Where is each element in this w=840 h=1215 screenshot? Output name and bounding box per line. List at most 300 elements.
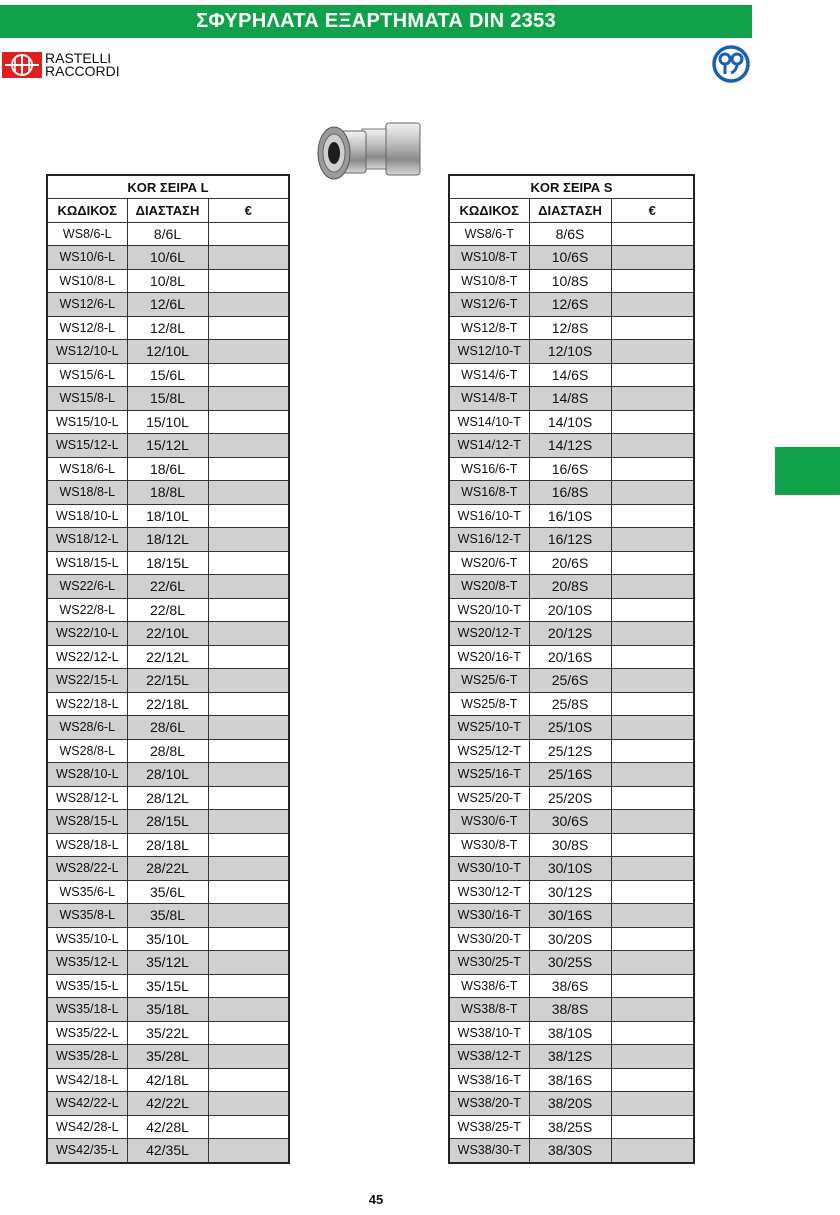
product-code-cell: WS38/30-T <box>449 1139 529 1163</box>
table-row <box>449 1021 694 1045</box>
dimension-cell: 35/8L <box>127 904 208 928</box>
price-cell <box>611 1021 694 1045</box>
dimension-cell: 38/16S <box>529 1068 611 1092</box>
product-code-cell: WS12/6-T <box>449 293 529 317</box>
table-row <box>449 1139 694 1163</box>
table-row <box>47 246 289 270</box>
table-row <box>47 739 289 763</box>
table-row <box>47 481 289 505</box>
product-code-cell: WS8/6-L <box>47 222 127 246</box>
price-cell <box>208 645 289 669</box>
product-code-cell: WS18/10-L <box>47 504 127 528</box>
table-row <box>449 1045 694 1069</box>
product-code-cell: WS25/20-T <box>449 786 529 810</box>
product-code-cell: WS16/6-T <box>449 457 529 481</box>
product-code-cell: WS42/35-L <box>47 1139 127 1163</box>
section-tab-marker <box>775 447 840 495</box>
dimension-cell: 25/16S <box>529 763 611 787</box>
dimension-cell: 25/12S <box>529 739 611 763</box>
product-code-cell: WS22/12-L <box>47 645 127 669</box>
product-code-cell: WS42/28-L <box>47 1115 127 1139</box>
dimension-cell: 10/6S <box>529 246 611 270</box>
price-cell <box>208 246 289 270</box>
price-cell <box>208 575 289 599</box>
dimension-cell: 25/20S <box>529 786 611 810</box>
price-cell <box>208 222 289 246</box>
dimension-cell: 42/18L <box>127 1068 208 1092</box>
table-row <box>47 504 289 528</box>
table-row <box>47 998 289 1022</box>
price-cell <box>208 457 289 481</box>
product-code-cell: WS28/8-L <box>47 739 127 763</box>
price-cell <box>208 974 289 998</box>
table-row <box>47 1092 289 1116</box>
product-code-cell: WS14/10-T <box>449 410 529 434</box>
price-cell <box>208 293 289 317</box>
product-code-cell: WS16/8-T <box>449 481 529 505</box>
dimension-cell: 35/15L <box>127 974 208 998</box>
dimension-cell: 16/8S <box>529 481 611 505</box>
price-cell <box>208 1092 289 1116</box>
product-code-cell: WS12/8-T <box>449 316 529 340</box>
dimension-cell: 35/10L <box>127 927 208 951</box>
table-row <box>449 410 694 434</box>
price-cell <box>208 1115 289 1139</box>
product-code-cell: WS25/16-T <box>449 763 529 787</box>
table-row <box>449 833 694 857</box>
dimension-cell: 30/6S <box>529 810 611 834</box>
dimension-cell: 12/10L <box>127 340 208 364</box>
price-cell <box>611 575 694 599</box>
product-code-cell: WS30/10-T <box>449 857 529 881</box>
table-row <box>47 716 289 740</box>
dimension-cell: 18/10L <box>127 504 208 528</box>
dimension-cell: 15/12L <box>127 434 208 458</box>
price-cell <box>611 1045 694 1069</box>
table-row <box>47 387 289 411</box>
price-cell <box>208 1045 289 1069</box>
page-number: 45 <box>368 1192 384 1207</box>
table-row <box>449 551 694 575</box>
price-cell <box>611 504 694 528</box>
table-row <box>449 951 694 975</box>
table-row <box>47 927 289 951</box>
product-code-cell: WS10/6-L <box>47 246 127 270</box>
price-cell <box>611 246 694 270</box>
dimension-cell: 38/12S <box>529 1045 611 1069</box>
table-row <box>449 904 694 928</box>
product-code-cell: WS25/8-T <box>449 692 529 716</box>
table-row <box>47 528 289 552</box>
product-code-cell: WS22/18-L <box>47 692 127 716</box>
table-row <box>47 857 289 881</box>
price-table-l <box>46 174 290 1164</box>
table-row <box>449 880 694 904</box>
dimension-cell: 14/6S <box>529 363 611 387</box>
column-header-code: ΚΩΔΙΚΟΣ <box>449 199 529 223</box>
price-cell <box>208 716 289 740</box>
dimension-cell: 28/15L <box>127 810 208 834</box>
product-code-cell: WS28/22-L <box>47 857 127 881</box>
dimension-cell: 30/12S <box>529 880 611 904</box>
rastelli-circle-logo-icon <box>711 44 751 89</box>
price-cell <box>208 927 289 951</box>
product-code-cell: WS30/8-T <box>449 833 529 857</box>
product-code-cell: WS38/16-T <box>449 1068 529 1092</box>
price-cell <box>611 410 694 434</box>
dimension-cell: 22/18L <box>127 692 208 716</box>
price-cell <box>611 340 694 364</box>
product-code-cell: WS20/6-T <box>449 551 529 575</box>
product-code-cell: WS10/8-L <box>47 269 127 293</box>
dimension-cell: 38/25S <box>529 1115 611 1139</box>
dimension-cell: 15/10L <box>127 410 208 434</box>
table-row <box>47 951 289 975</box>
price-cell <box>208 810 289 834</box>
dimension-cell: 18/6L <box>127 457 208 481</box>
product-code-cell: WS22/6-L <box>47 575 127 599</box>
dimension-cell: 10/8L <box>127 269 208 293</box>
dimension-cell: 20/6S <box>529 551 611 575</box>
dimension-cell: 25/10S <box>529 716 611 740</box>
page-title: ΣΦΥΡΗΛΑΤΑ ΕΞΑΡΤΗΜΑΤΑ DIN 2353 <box>0 5 752 38</box>
product-code-cell: WS12/10-L <box>47 340 127 364</box>
table-row <box>449 598 694 622</box>
table-row <box>47 763 289 787</box>
dimension-cell: 42/28L <box>127 1115 208 1139</box>
price-cell <box>611 1139 694 1163</box>
price-cell <box>611 457 694 481</box>
table-row <box>47 340 289 364</box>
price-cell <box>208 481 289 505</box>
dimension-cell: 15/8L <box>127 387 208 411</box>
dimension-cell: 18/15L <box>127 551 208 575</box>
product-code-cell: WS22/10-L <box>47 622 127 646</box>
table-row <box>449 692 694 716</box>
product-code-cell: WS15/6-L <box>47 363 127 387</box>
price-cell <box>611 1092 694 1116</box>
product-code-cell: WS20/16-T <box>449 645 529 669</box>
table-title-l: KOR ΣΕΙΡΑ L <box>47 175 289 199</box>
table-row <box>47 316 289 340</box>
table-row <box>449 1068 694 1092</box>
table-row <box>47 1139 289 1163</box>
product-code-cell: WS35/8-L <box>47 904 127 928</box>
table-row <box>47 575 289 599</box>
price-cell <box>208 1068 289 1092</box>
dimension-cell: 22/10L <box>127 622 208 646</box>
dimension-cell: 28/12L <box>127 786 208 810</box>
dimension-cell: 20/8S <box>529 575 611 599</box>
table-row <box>47 363 289 387</box>
price-cell <box>611 998 694 1022</box>
dimension-cell: 28/8L <box>127 739 208 763</box>
price-cell <box>611 716 694 740</box>
product-code-cell: WS10/8-T <box>449 246 529 270</box>
dimension-cell: 30/16S <box>529 904 611 928</box>
table-row <box>449 763 694 787</box>
product-code-cell: WS30/12-T <box>449 880 529 904</box>
product-code-cell: WS28/6-L <box>47 716 127 740</box>
dimension-cell: 22/8L <box>127 598 208 622</box>
reducing-fitting-photo-icon <box>316 117 422 194</box>
dimension-cell: 35/12L <box>127 951 208 975</box>
price-cell <box>611 669 694 693</box>
price-cell <box>208 739 289 763</box>
price-cell <box>208 551 289 575</box>
product-code-cell: WS25/10-T <box>449 716 529 740</box>
price-cell <box>208 340 289 364</box>
product-code-cell: WS38/20-T <box>449 1092 529 1116</box>
table-row <box>47 434 289 458</box>
price-cell <box>611 645 694 669</box>
product-code-cell: WS18/12-L <box>47 528 127 552</box>
table-row <box>47 692 289 716</box>
column-header-dimension: ΔΙΑΣΤΑΣΗ <box>127 199 208 223</box>
table-row <box>47 598 289 622</box>
dimension-cell: 8/6L <box>127 222 208 246</box>
dimension-cell: 42/35L <box>127 1139 208 1163</box>
price-cell <box>611 528 694 552</box>
dimension-cell: 14/10S <box>529 410 611 434</box>
table-row <box>47 622 289 646</box>
price-cell <box>208 998 289 1022</box>
table-row <box>47 457 289 481</box>
price-cell <box>611 1068 694 1092</box>
table-row <box>449 739 694 763</box>
product-code-cell: WS20/8-T <box>449 575 529 599</box>
price-table-s <box>448 174 695 1164</box>
table-row <box>47 645 289 669</box>
dimension-cell: 35/22L <box>127 1021 208 1045</box>
product-code-cell: WS14/6-T <box>449 363 529 387</box>
dimension-cell: 16/12S <box>529 528 611 552</box>
price-cell <box>208 951 289 975</box>
dimension-cell: 30/8S <box>529 833 611 857</box>
dimension-cell: 38/20S <box>529 1092 611 1116</box>
product-code-cell: WS35/28-L <box>47 1045 127 1069</box>
table-row <box>47 222 289 246</box>
dimension-cell: 38/8S <box>529 998 611 1022</box>
price-cell <box>208 1139 289 1163</box>
table-row <box>47 1068 289 1092</box>
price-cell <box>208 880 289 904</box>
dimension-cell: 38/10S <box>529 1021 611 1045</box>
price-cell <box>208 410 289 434</box>
rastelli-raccordi-logo-icon <box>2 52 42 78</box>
dimension-cell: 28/18L <box>127 833 208 857</box>
dimension-cell: 14/12S <box>529 434 611 458</box>
dimension-cell: 20/16S <box>529 645 611 669</box>
table-row <box>47 974 289 998</box>
product-code-cell: WS28/12-L <box>47 786 127 810</box>
price-cell <box>208 316 289 340</box>
product-code-cell: WS12/10-T <box>449 340 529 364</box>
table-row <box>449 293 694 317</box>
table-row <box>449 340 694 364</box>
price-cell <box>208 363 289 387</box>
product-code-cell: WS12/6-L <box>47 293 127 317</box>
price-cell <box>208 904 289 928</box>
price-cell <box>208 622 289 646</box>
price-cell <box>208 833 289 857</box>
product-code-cell: WS22/15-L <box>47 669 127 693</box>
price-cell <box>611 481 694 505</box>
dimension-cell: 22/6L <box>127 575 208 599</box>
table-row <box>47 904 289 928</box>
product-code-cell: WS18/15-L <box>47 551 127 575</box>
table-row <box>47 1045 289 1069</box>
price-cell <box>611 974 694 998</box>
price-cell <box>611 434 694 458</box>
product-code-cell: WS30/25-T <box>449 951 529 975</box>
table-row <box>47 1021 289 1045</box>
table-row <box>449 269 694 293</box>
table-row <box>47 269 289 293</box>
product-code-cell: WS8/6-T <box>449 222 529 246</box>
product-code-cell: WS18/8-L <box>47 481 127 505</box>
price-cell <box>611 269 694 293</box>
product-code-cell: WS25/12-T <box>449 739 529 763</box>
product-code-cell: WS30/20-T <box>449 927 529 951</box>
table-row <box>449 246 694 270</box>
table-row <box>449 716 694 740</box>
column-header-code: ΚΩΔΙΚΟΣ <box>47 199 127 223</box>
price-cell <box>208 857 289 881</box>
dimension-cell: 38/30S <box>529 1139 611 1163</box>
price-cell <box>208 763 289 787</box>
product-code-cell: WS18/6-L <box>47 457 127 481</box>
dimension-cell: 12/6S <box>529 293 611 317</box>
table-row <box>449 1115 694 1139</box>
table-row <box>449 222 694 246</box>
price-cell <box>208 598 289 622</box>
product-code-cell: WS20/12-T <box>449 622 529 646</box>
table-title-s: KOR ΣΕΙΡΑ S <box>449 175 694 199</box>
product-code-cell: WS38/25-T <box>449 1115 529 1139</box>
column-header-price: € <box>208 199 289 223</box>
price-cell <box>611 598 694 622</box>
table-row <box>449 363 694 387</box>
product-code-cell: WS35/6-L <box>47 880 127 904</box>
dimension-cell: 22/15L <box>127 669 208 693</box>
price-cell <box>208 1021 289 1045</box>
dimension-cell: 42/22L <box>127 1092 208 1116</box>
product-code-cell: WS15/8-L <box>47 387 127 411</box>
dimension-cell: 18/12L <box>127 528 208 552</box>
price-cell <box>611 833 694 857</box>
dimension-cell: 30/10S <box>529 857 611 881</box>
price-cell <box>611 1115 694 1139</box>
price-cell <box>611 551 694 575</box>
product-code-cell: WS16/12-T <box>449 528 529 552</box>
dimension-cell: 16/10S <box>529 504 611 528</box>
table-row <box>449 434 694 458</box>
column-header-price: € <box>611 199 694 223</box>
price-cell <box>611 951 694 975</box>
price-cell <box>208 528 289 552</box>
product-code-cell: WS38/12-T <box>449 1045 529 1069</box>
price-cell <box>208 692 289 716</box>
product-code-cell: WS42/22-L <box>47 1092 127 1116</box>
product-code-cell: WS28/10-L <box>47 763 127 787</box>
product-code-cell: WS42/18-L <box>47 1068 127 1092</box>
table-row <box>47 880 289 904</box>
product-code-cell: WS30/6-T <box>449 810 529 834</box>
price-cell <box>611 293 694 317</box>
dimension-cell: 22/12L <box>127 645 208 669</box>
price-cell <box>611 763 694 787</box>
dimension-cell: 12/6L <box>127 293 208 317</box>
dimension-cell: 12/8L <box>127 316 208 340</box>
table-row <box>449 575 694 599</box>
product-code-cell: WS38/10-T <box>449 1021 529 1045</box>
dimension-cell: 20/10S <box>529 598 611 622</box>
price-cell <box>611 927 694 951</box>
table-row <box>449 504 694 528</box>
price-cell <box>611 387 694 411</box>
dimension-cell: 18/8L <box>127 481 208 505</box>
product-code-cell: WS30/16-T <box>449 904 529 928</box>
dimension-cell: 28/22L <box>127 857 208 881</box>
product-code-cell: WS38/6-T <box>449 974 529 998</box>
product-code-cell: WS14/8-T <box>449 387 529 411</box>
table-row <box>47 810 289 834</box>
dimension-cell: 12/10S <box>529 340 611 364</box>
dimension-cell: 15/6L <box>127 363 208 387</box>
dimension-cell: 28/6L <box>127 716 208 740</box>
table-row <box>47 833 289 857</box>
price-cell <box>611 786 694 810</box>
table-row <box>47 1115 289 1139</box>
dimension-cell: 35/18L <box>127 998 208 1022</box>
product-code-cell: WS35/10-L <box>47 927 127 951</box>
price-cell <box>611 363 694 387</box>
dimension-cell: 35/28L <box>127 1045 208 1069</box>
dimension-cell: 8/6S <box>529 222 611 246</box>
price-cell <box>208 504 289 528</box>
price-cell <box>208 269 289 293</box>
price-cell <box>208 434 289 458</box>
product-code-cell: WS15/10-L <box>47 410 127 434</box>
brand-name-line2: RACCORDI <box>45 63 120 79</box>
table-row <box>47 669 289 693</box>
table-row <box>449 457 694 481</box>
price-cell <box>611 739 694 763</box>
brand-name-line1: RASTELLI <box>45 50 112 66</box>
price-cell <box>611 880 694 904</box>
table-row <box>449 387 694 411</box>
product-code-cell: WS35/22-L <box>47 1021 127 1045</box>
product-code-cell: WS35/18-L <box>47 998 127 1022</box>
price-cell <box>611 222 694 246</box>
dimension-cell: 10/8S <box>529 269 611 293</box>
product-code-cell: WS28/18-L <box>47 833 127 857</box>
price-cell <box>611 692 694 716</box>
product-code-cell: WS38/8-T <box>449 998 529 1022</box>
product-code-cell: WS15/12-L <box>47 434 127 458</box>
column-header-dimension: ΔΙΑΣΤΑΣΗ <box>529 199 611 223</box>
table-row <box>449 998 694 1022</box>
dimension-cell: 10/6L <box>127 246 208 270</box>
dimension-cell: 30/25S <box>529 951 611 975</box>
price-cell <box>611 622 694 646</box>
table-row <box>449 669 694 693</box>
product-code-cell: WS14/12-T <box>449 434 529 458</box>
table-row <box>449 645 694 669</box>
product-code-cell: WS22/8-L <box>47 598 127 622</box>
dimension-cell: 38/6S <box>529 974 611 998</box>
